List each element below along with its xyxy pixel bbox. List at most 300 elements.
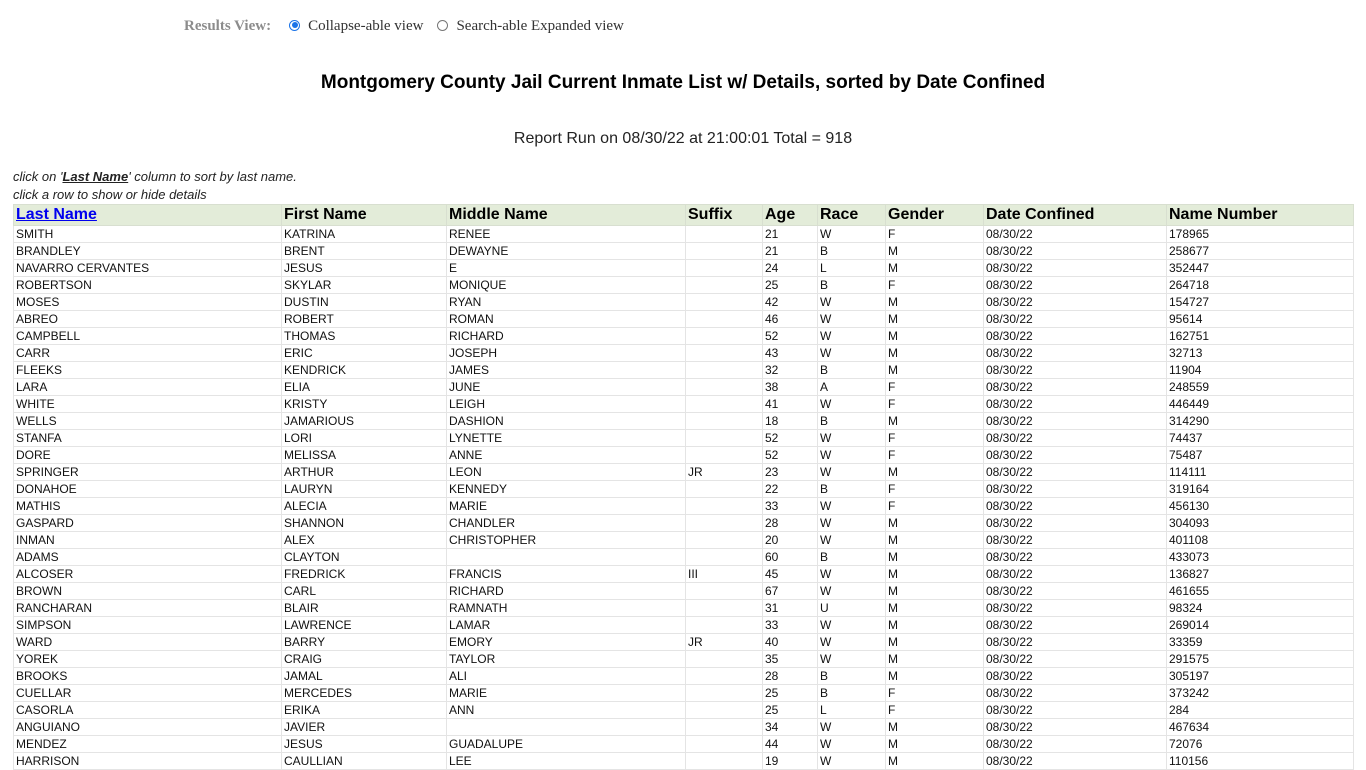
suffix-cell [686,226,763,243]
date-confined-cell: 08/30/22 [984,481,1167,498]
race-cell: B [818,362,886,379]
date-confined-cell: 08/30/22 [984,498,1167,515]
age-cell: 40 [763,634,818,651]
gender-cell: F [886,379,984,396]
name-number-cell: 72076 [1167,736,1354,753]
col-suffix: Suffix [686,205,763,226]
first-name-cell: LORI [282,430,447,447]
suffix-cell [686,600,763,617]
gender-cell: M [886,736,984,753]
last-name-cell: BRANDLEY [14,243,282,260]
last-name-cell: CAMPBELL [14,328,282,345]
gender-cell: M [886,753,984,770]
gender-cell: F [886,481,984,498]
age-cell: 25 [763,702,818,719]
collapse-view-option[interactable] [289,18,423,35]
race-cell: W [818,447,886,464]
age-cell: 19 [763,753,818,770]
date-confined-cell: 08/30/22 [984,702,1167,719]
suffix-cell: JR [686,634,763,651]
race-cell: W [818,583,886,600]
race-cell: L [818,702,886,719]
table-row[interactable] [14,515,1354,532]
date-confined-cell: 08/30/22 [984,600,1167,617]
suffix-cell [686,532,763,549]
first-name-cell: ERIC [282,345,447,362]
race-cell: B [818,549,886,566]
race-cell: W [818,651,886,668]
table-row[interactable] [14,532,1354,549]
name-number-cell: 162751 [1167,328,1354,345]
table-row[interactable] [14,583,1354,600]
col-first-name: First Name [282,205,447,226]
table-row[interactable] [14,430,1354,447]
date-confined-cell: 08/30/22 [984,549,1167,566]
first-name-cell: KATRINA [282,226,447,243]
race-cell: B [818,685,886,702]
date-confined-cell: 08/30/22 [984,447,1167,464]
race-cell: W [818,532,886,549]
middle-name-cell: MARIE [447,498,686,515]
table-row[interactable] [14,260,1354,277]
date-confined-cell: 08/30/22 [984,328,1167,345]
table-row[interactable] [14,362,1354,379]
suffix-cell [686,277,763,294]
suffix-cell [686,447,763,464]
race-cell: W [818,345,886,362]
name-number-cell: 291575 [1167,651,1354,668]
age-cell: 67 [763,583,818,600]
race-cell: W [818,226,886,243]
age-cell: 33 [763,617,818,634]
suffix-cell [686,549,763,566]
last-name-cell: MOSES [14,294,282,311]
age-cell: 33 [763,498,818,515]
date-confined-cell: 08/30/22 [984,430,1167,447]
table-row[interactable] [14,651,1354,668]
last-name-cell: NAVARRO CERVANTES [14,260,282,277]
last-name-cell: SIMPSON [14,617,282,634]
name-number-cell: 352447 [1167,260,1354,277]
date-confined-cell: 08/30/22 [984,583,1167,600]
race-cell: L [818,260,886,277]
age-cell: 52 [763,328,818,345]
middle-name-cell: LYNETTE [447,430,686,447]
age-cell: 46 [763,311,818,328]
middle-name-cell: LEE [447,753,686,770]
date-confined-cell: 08/30/22 [984,396,1167,413]
race-cell: W [818,736,886,753]
race-cell: W [818,515,886,532]
name-number-cell: 11904 [1167,362,1354,379]
gender-cell: M [886,328,984,345]
first-name-cell: JESUS [282,736,447,753]
table-row[interactable] [14,617,1354,634]
table-row[interactable] [14,753,1354,770]
table-row[interactable] [14,566,1354,583]
sort-last-name-link[interactable]: Last Name [16,206,97,223]
first-name-cell: FREDRICK [282,566,447,583]
name-number-cell: 248559 [1167,379,1354,396]
date-confined-cell: 08/30/22 [984,685,1167,702]
age-cell: 28 [763,515,818,532]
first-name-cell: ALEX [282,532,447,549]
date-confined-cell: 08/30/22 [984,311,1167,328]
name-number-cell: 264718 [1167,277,1354,294]
last-name-cell: GASPARD [14,515,282,532]
name-number-cell: 446449 [1167,396,1354,413]
suffix-cell: JR [686,464,763,481]
last-name-cell: YOREK [14,651,282,668]
gender-cell: M [886,413,984,430]
name-number-cell: 33359 [1167,634,1354,651]
age-cell: 20 [763,532,818,549]
last-name-cell: DONAHOE [14,481,282,498]
first-name-cell: CLAYTON [282,549,447,566]
suffix-cell [686,515,763,532]
first-name-cell: CRAIG [282,651,447,668]
middle-name-cell: ANNE [447,447,686,464]
name-number-cell: 178965 [1167,226,1354,243]
table-row[interactable] [14,396,1354,413]
date-confined-cell: 08/30/22 [984,362,1167,379]
middle-name-cell: JOSEPH [447,345,686,362]
suffix-cell [686,328,763,345]
age-cell: 43 [763,345,818,362]
age-cell: 18 [763,413,818,430]
date-confined-cell: 08/30/22 [984,260,1167,277]
row-help-text: click a row to show or hide details [13,187,207,202]
name-number-cell: 136827 [1167,566,1354,583]
race-cell: W [818,396,886,413]
table-row[interactable] [14,498,1354,515]
last-name-cell: SPRINGER [14,464,282,481]
first-name-cell: ERIKA [282,702,447,719]
age-cell: 25 [763,277,818,294]
table-row[interactable] [14,226,1354,243]
gender-cell: M [886,532,984,549]
race-cell: W [818,634,886,651]
name-number-cell: 269014 [1167,617,1354,634]
race-cell: W [818,328,886,345]
first-name-cell: THOMAS [282,328,447,345]
suffix-cell [686,430,763,447]
middle-name-cell: KENNEDY [447,481,686,498]
middle-name-cell: JUNE [447,379,686,396]
table-row[interactable] [14,549,1354,566]
last-name-cell: LARA [14,379,282,396]
middle-name-cell: GUADALUPE [447,736,686,753]
race-cell: B [818,481,886,498]
name-number-cell: 373242 [1167,685,1354,702]
name-number-cell: 32713 [1167,345,1354,362]
table-row[interactable] [14,294,1354,311]
first-name-cell: JAMAL [282,668,447,685]
name-number-cell: 467634 [1167,719,1354,736]
age-cell: 44 [763,736,818,753]
date-confined-cell: 08/30/22 [984,668,1167,685]
name-number-cell: 401108 [1167,532,1354,549]
table-row[interactable] [14,379,1354,396]
race-cell: W [818,719,886,736]
last-name-cell: ALCOSER [14,566,282,583]
date-confined-cell: 08/30/22 [984,736,1167,753]
date-confined-cell: 08/30/22 [984,464,1167,481]
results-view-selector [184,16,638,36]
age-cell: 52 [763,447,818,464]
suffix-cell [686,498,763,515]
last-name-cell: BROWN [14,583,282,600]
age-cell: 21 [763,243,818,260]
col-race: Race [818,205,886,226]
last-name-cell: CUELLAR [14,685,282,702]
last-name-cell: ROBERTSON [14,277,282,294]
table-row[interactable] [14,634,1354,651]
name-number-cell: 114111 [1167,464,1354,481]
first-name-cell: JESUS [282,260,447,277]
expanded-view-option[interactable] [437,18,623,35]
age-cell: 23 [763,464,818,481]
middle-name-cell: RICHARD [447,328,686,345]
first-name-cell: CARL [282,583,447,600]
suffix-cell [686,583,763,600]
suffix-cell [686,396,763,413]
gender-cell: M [886,311,984,328]
middle-name-cell: TAYLOR [447,651,686,668]
age-cell: 60 [763,549,818,566]
date-confined-cell: 08/30/22 [984,651,1167,668]
last-name-cell: ADAMS [14,549,282,566]
middle-name-cell: LEIGH [447,396,686,413]
middle-name-cell [447,719,686,736]
date-confined-cell: 08/30/22 [984,515,1167,532]
gender-cell: F [886,498,984,515]
date-confined-cell: 08/30/22 [984,413,1167,430]
middle-name-cell: E [447,260,686,277]
middle-name-cell: JAMES [447,362,686,379]
suffix-cell: III [686,566,763,583]
name-number-cell: 74437 [1167,430,1354,447]
age-cell: 25 [763,685,818,702]
table-row[interactable] [14,345,1354,362]
last-name-cell: WHITE [14,396,282,413]
gender-cell: F [886,226,984,243]
race-cell: W [818,311,886,328]
table-row[interactable] [14,736,1354,753]
name-number-cell: 75487 [1167,447,1354,464]
gender-cell: M [886,260,984,277]
first-name-cell: BRENT [282,243,447,260]
gender-cell: M [886,549,984,566]
gender-cell: F [886,685,984,702]
first-name-cell: ALECIA [282,498,447,515]
middle-name-cell: ANN [447,702,686,719]
last-name-cell: MATHIS [14,498,282,515]
table-row[interactable] [14,719,1354,736]
suffix-cell [686,702,763,719]
name-number-cell: 461655 [1167,583,1354,600]
age-cell: 32 [763,362,818,379]
middle-name-cell: RYAN [447,294,686,311]
suffix-cell [686,685,763,702]
collapse-view-label[interactable]: Collapse-able view [308,17,424,34]
middle-name-cell: DASHION [447,413,686,430]
name-number-cell: 314290 [1167,413,1354,430]
age-cell: 34 [763,719,818,736]
date-confined-cell: 08/30/22 [984,345,1167,362]
gender-cell: M [886,345,984,362]
last-name-cell: ANGUIANO [14,719,282,736]
last-name-cell: HARRISON [14,753,282,770]
inmate-table [13,204,1354,770]
first-name-cell: LAURYN [282,481,447,498]
name-number-cell: 95614 [1167,311,1354,328]
report-run-info: Report Run on 08/30/22 at 21:00:01 Total = 918 [513,130,853,147]
last-name-cell: INMAN [14,532,282,549]
name-number-cell: 305197 [1167,668,1354,685]
age-cell: 35 [763,651,818,668]
table-row[interactable] [14,481,1354,498]
last-name-cell: SMITH [14,226,282,243]
last-name-cell: ABREO [14,311,282,328]
name-number-cell: 284 [1167,702,1354,719]
suffix-cell [686,719,763,736]
col-date-confined: Date Confined [984,205,1167,226]
gender-cell: M [886,515,984,532]
race-cell: W [818,498,886,515]
age-cell: 28 [763,668,818,685]
expanded-view-radio[interactable] [437,20,448,31]
table-row[interactable] [14,668,1354,685]
col-age: Age [763,205,818,226]
race-cell: B [818,243,886,260]
last-name-cell: FLEEKS [14,362,282,379]
age-cell: 21 [763,226,818,243]
suffix-cell [686,753,763,770]
date-confined-cell: 08/30/22 [984,719,1167,736]
table-row[interactable] [14,447,1354,464]
race-cell: B [818,668,886,685]
table-row[interactable] [14,328,1354,345]
last-name-cell: WARD [14,634,282,651]
date-confined-cell: 08/30/22 [984,379,1167,396]
date-confined-cell: 08/30/22 [984,532,1167,549]
age-cell: 41 [763,396,818,413]
suffix-cell [686,481,763,498]
middle-name-cell: LEON [447,464,686,481]
name-number-cell: 98324 [1167,600,1354,617]
first-name-cell: KRISTY [282,396,447,413]
col-last-name[interactable] [14,205,282,226]
middle-name-cell: DEWAYNE [447,243,686,260]
date-confined-cell: 08/30/22 [984,226,1167,243]
first-name-cell: JAVIER [282,719,447,736]
date-confined-cell: 08/30/22 [984,753,1167,770]
suffix-cell [686,413,763,430]
suffix-cell [686,736,763,753]
race-cell: W [818,566,886,583]
gender-cell: M [886,294,984,311]
table-row[interactable] [14,413,1354,430]
table-row[interactable] [14,243,1354,260]
name-number-cell: 319164 [1167,481,1354,498]
gender-cell: M [886,617,984,634]
age-cell: 22 [763,481,818,498]
table-row[interactable] [14,464,1354,481]
gender-cell: F [886,396,984,413]
table-row[interactable] [14,600,1354,617]
first-name-cell: MELISSA [282,447,447,464]
col-middle-name: Middle Name [447,205,686,226]
gender-cell: F [886,277,984,294]
race-cell: W [818,430,886,447]
sort-help-link-text: Last Name [62,169,129,184]
table-row[interactable] [14,311,1354,328]
suffix-cell [686,345,763,362]
middle-name-cell: FRANCIS [447,566,686,583]
table-row[interactable] [14,685,1354,702]
middle-name-cell: MARIE [447,685,686,702]
name-number-cell: 258677 [1167,243,1354,260]
suffix-cell [686,617,763,634]
middle-name-cell: RENEE [447,226,686,243]
date-confined-cell: 08/30/22 [984,277,1167,294]
results-view-label: Results View: [184,17,272,34]
date-confined-cell: 08/30/22 [984,294,1167,311]
table-row[interactable] [14,702,1354,719]
col-gender: Gender [886,205,984,226]
suffix-cell [686,668,763,685]
last-name-cell: CARR [14,345,282,362]
page-title: Montgomery County Jail Current Inmate List w/ Details, sorted by Date Confined [320,72,1046,93]
last-name-cell: RANCHARAN [14,600,282,617]
expanded-view-label[interactable]: Search-able Expanded view [456,17,624,34]
collapse-view-radio[interactable] [289,20,300,31]
gender-cell: M [886,600,984,617]
middle-name-cell: ROMAN [447,311,686,328]
suffix-cell [686,311,763,328]
name-number-cell: 304093 [1167,515,1354,532]
gender-cell: M [886,362,984,379]
date-confined-cell: 08/30/22 [984,566,1167,583]
gender-cell: M [886,464,984,481]
col-name-number: Name Number [1167,205,1354,226]
gender-cell: M [886,719,984,736]
age-cell: 31 [763,600,818,617]
gender-cell: F [886,702,984,719]
middle-name-cell [447,549,686,566]
race-cell: W [818,617,886,634]
suffix-cell [686,651,763,668]
suffix-cell [686,362,763,379]
middle-name-cell: RICHARD [447,583,686,600]
date-confined-cell: 08/30/22 [984,243,1167,260]
first-name-cell: BLAIR [282,600,447,617]
gender-cell: F [886,447,984,464]
first-name-cell: DUSTIN [282,294,447,311]
gender-cell: M [886,566,984,583]
middle-name-cell: EMORY [447,634,686,651]
date-confined-cell: 08/30/22 [984,634,1167,651]
gender-cell: F [886,430,984,447]
table-row[interactable] [14,277,1354,294]
first-name-cell: LAWRENCE [282,617,447,634]
suffix-cell [686,379,763,396]
last-name-cell: BROOKS [14,668,282,685]
first-name-cell: ARTHUR [282,464,447,481]
race-cell: W [818,294,886,311]
table-header-row [14,205,1354,226]
